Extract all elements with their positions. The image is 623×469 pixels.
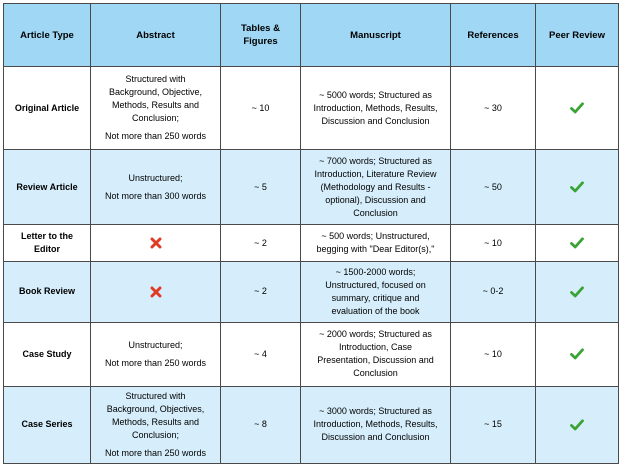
manuscript-cell [301,261,451,322]
abstract-line: Background, Objective, [108,87,203,98]
checkmark-icon [540,286,614,298]
header-abstract: Abstract [91,4,221,67]
checkmark-icon [540,237,614,249]
manuscript-line: Discussion and Conclusion [321,115,430,126]
checkmark-icon [540,102,614,114]
abstract-line: Structured with [125,74,186,85]
table-row [4,322,619,386]
abstract-cell [91,150,221,225]
references-cell: ~ 0-2 [451,261,536,322]
manuscript-line: ~ 5000 words; Structured as [319,89,432,100]
references-cell: ~ 10 [451,322,536,386]
manuscript-line: ~ 2000 words; Structured as [319,329,432,340]
abstract-line: Unstructured; [128,172,183,183]
abstract-line: Methods, Results and [111,100,200,111]
abstract-word-limit: Not more than 250 words [104,357,207,368]
manuscript-line: summary, critique and [331,292,420,303]
article-type-cell [4,322,91,386]
tables-figures-cell: ~ 4 [221,322,301,386]
article-type-label: Case Series [21,419,73,430]
checkmark-icon [540,348,614,360]
manuscript-line: Presentation, Discussion and [317,355,434,366]
abstract-word-limit: Not more than 250 words [104,131,207,142]
table-row [4,67,619,150]
article-type-cell [4,261,91,322]
header-manuscript: Manuscript [301,4,451,67]
manuscript-line: ~ 3000 words; Structured as [319,406,432,417]
manuscript-line: ~ 1500-2000 words; [335,266,416,277]
manuscript-line: Unstructured, focused on [325,279,426,290]
manuscript-line: Introduction, Methods, Results, [313,419,438,430]
abstract-cell [91,261,221,322]
abstract-cell [91,322,221,386]
cross-icon [95,237,216,249]
header-tables-figures-label: Tables & Figures [241,23,280,47]
cross-icon [95,286,216,298]
header-tables-figures [221,4,301,67]
article-type-cell [4,386,91,463]
peer-review-cell [536,150,619,225]
tables-figures-cell: ~ 5 [221,150,301,225]
references-cell: ~ 10 [451,225,536,262]
tables-figures-cell: ~ 8 [221,386,301,463]
article-type-label: Review Article [16,181,78,192]
checkmark-icon [540,181,614,193]
header-peer-review: Peer Review [536,4,619,67]
manuscript-line: Conclusion [353,207,398,218]
table-row [4,261,619,322]
manuscript-cell [301,386,451,463]
abstract-line: Structured with [125,390,186,401]
manuscript-line: ~ 7000 words; Structured as [319,155,432,166]
tables-figures-cell: ~ 10 [221,67,301,150]
peer-review-cell [536,322,619,386]
manuscript-cell [301,225,451,262]
table-row [4,225,619,262]
table-row [4,150,619,225]
article-type-cell [4,67,91,150]
article-type-label: Book Review [18,286,76,297]
manuscript-line: (Methodology and Results - [320,181,431,192]
abstract-cell [91,67,221,150]
abstract-line: Conclusion; [131,113,180,124]
article-type-label: Case Study [22,348,72,359]
peer-review-cell [536,261,619,322]
manuscript-line: begging with "Dear Editor(s)," [316,244,435,255]
abstract-cell [91,386,221,463]
article-type-cell [4,225,91,262]
abstract-line: Methods, Results and [111,416,200,427]
article-types-table [3,3,619,464]
header-article-type: Article Type [4,4,91,67]
article-type-label: Original Article [14,102,80,113]
manuscript-line: Conclusion [353,368,398,379]
manuscript-cell [301,67,451,150]
manuscript-line: optional), Discussion and [325,194,426,205]
peer-review-cell [536,225,619,262]
header-row [4,4,619,67]
abstract-line: Background, Objectives, [106,403,205,414]
manuscript-line: Introduction, Methods, Results, [313,102,438,113]
abstract-word-limit: Not more than 250 words [104,447,207,458]
checkmark-icon [540,419,614,431]
references-cell: ~ 15 [451,386,536,463]
manuscript-cell [301,322,451,386]
references-cell: ~ 30 [451,67,536,150]
article-type-label: Letter to the Editor [20,231,73,255]
peer-review-cell [536,67,619,150]
abstract-cell [91,225,221,262]
manuscript-line: Discussion and Conclusion [321,432,430,443]
header-references: References [451,4,536,67]
abstract-line: Conclusion; [131,429,180,440]
tables-figures-cell: ~ 2 [221,225,301,262]
abstract-word-limit: Not more than 300 words [104,190,207,201]
article-type-cell [4,150,91,225]
abstract-line: Unstructured; [128,339,183,350]
manuscript-line: ~ 500 words; Unstructured, [321,231,430,242]
manuscript-line: Introduction, Literature Review [314,168,437,179]
table-row [4,386,619,463]
references-cell: ~ 50 [451,150,536,225]
manuscript-line: evaluation of the book [331,305,420,316]
tables-figures-cell: ~ 2 [221,261,301,322]
manuscript-cell [301,150,451,225]
manuscript-line: Introduction, Case [338,342,413,353]
peer-review-cell [536,386,619,463]
